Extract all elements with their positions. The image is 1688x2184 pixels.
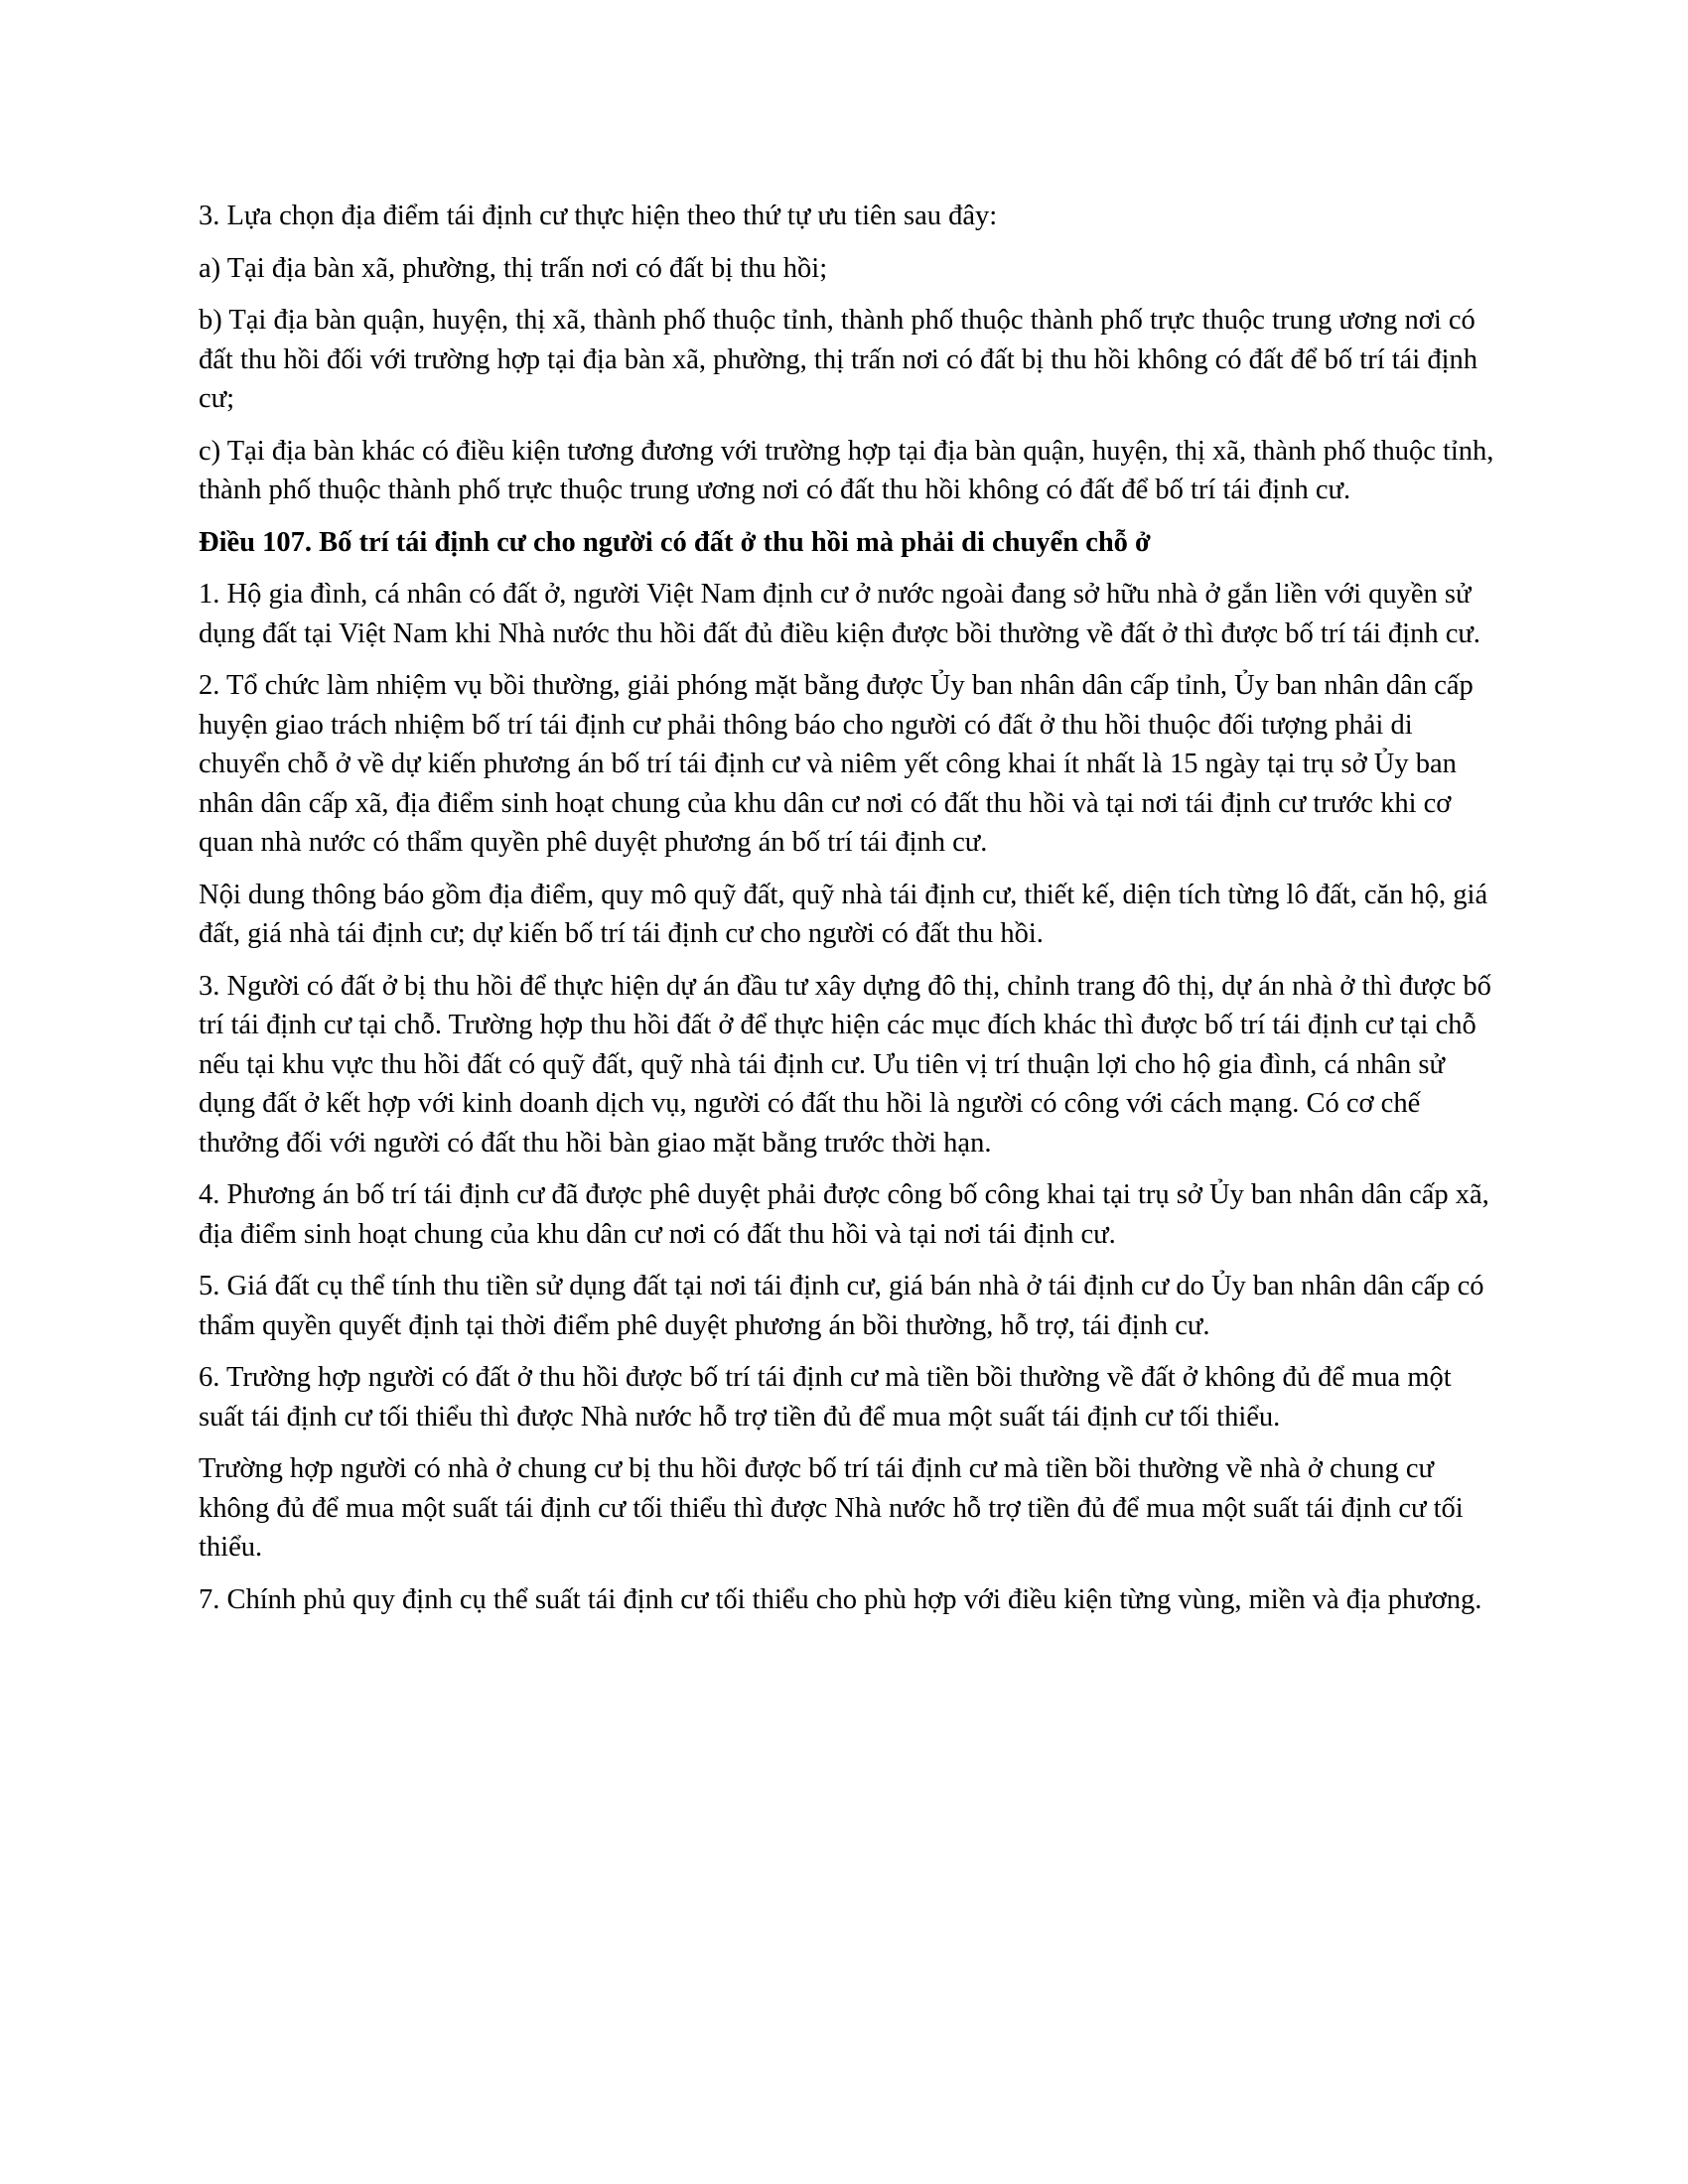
clause-6-apartment: Trường hợp người có nhà ở chung cư bị thu hồi được bố trí tái định cư mà tiền bồi thường về nhà ở chung cư không đủ để mua một suất tái định cư tối thiểu thì được Nhà nước hỗ trợ tiền đủ để mua một suất tái định cư tối thiểu. bbox=[199, 1453, 1464, 1563]
clause-3c: c) Tại địa bàn khác có điều kiện tương đương với trường hợp tại địa bàn quận, huyện, thị xã, thành phố thuộc tỉnh, thành phố thuộc thành phố trực thuộc trung ương nơi có đất thu hồi không có đất để bố trí tái định cư. bbox=[199, 435, 1494, 505]
clause-3: 3. Người có đất ở bị thu hồi để thực hiện dự án đầu tư xây dựng đô thị, chỉnh trang đô thị, dự án nhà ở thì được bố trí tái định cư tại chỗ. Trường hợp thu hồi đất ở để thực hiện các mục đích khác thì được bố trí tái định cư tại chỗ nếu tại khu vực thu hồi đất có quỹ đất, quỹ nhà tái định cư. Ưu tiên vị trí thuận lợi cho hộ gia đình, cá nhân sử dụng đất ở kết hợp với kinh doanh dịch vụ, người có đất thu hồi là người có công với cách mạng. Có cơ chế thưởng đối với người có đất thu hồi bàn giao mặt bằng trước thời hạn. bbox=[199, 970, 1491, 1159]
article-107-heading: Điều 107. Bố trí tái định cư cho người có đất ở thu hồi mà phải di chuyển chỗ ở bbox=[199, 526, 1151, 558]
clause-4: 4. Phương án bố trí tái định cư đã được phê duyệt phải được công bố công khai tại trụ sở Ủy ban nhân dân cấp xã, địa điểm sinh hoạt chung của khu dân cư nơi có đất thu hồi và tại nơi tái định cư. bbox=[199, 1179, 1489, 1250]
clause-6: 6. Trường hợp người có đất ở thu hồi được bố trí tái định cư mà tiền bồi thường về đất ở không đủ để mua một suất tái định cư tối thiểu thì được Nhà nước hỗ trợ tiền đủ để mua một suất tái định cư tối thiểu. bbox=[199, 1362, 1452, 1433]
clause-3-intro: 3. Lựa chọn địa điểm tái định cư thực hiện theo thứ tự ưu tiên sau đây: bbox=[199, 201, 998, 231]
clause-3a: a) Tại địa bàn xã, phường, thị trấn nơi có đất bị thu hồi; bbox=[199, 252, 828, 284]
clause-1: 1. Hộ gia đình, cá nhân có đất ở, người Việt Nam định cư ở nước ngoài đang sở hữu nhà ở gắn liền với quyền sử dụng đất tại Việt Nam khi Nhà nước thu hồi đất đủ điều kiện được bồi thường về đất ở thì được bố trí tái định cư. bbox=[199, 579, 1480, 649]
clause-2-notice-content: Nội dung thông báo gồm địa điểm, quy mô quỹ đất, quỹ nhà tái định cư, thiết kế, diện tích từng lô đất, căn hộ, giá đất, giá nhà tái định cư; dự kiến bố trí tái định cư cho người có đất thu hồi. bbox=[199, 879, 1488, 949]
clause-7: 7. Chính phủ quy định cụ thể suất tái định cư tối thiểu cho phù hợp với điều kiện từng vùng, miền và địa phương. bbox=[199, 1583, 1482, 1615]
clause-3b: b) Tại địa bàn quận, huyện, thị xã, thành phố thuộc tỉnh, thành phố thuộc thành phố trực thuộc trung ương nơi có đất thu hồi đối với trường hợp tại địa bàn xã, phường, thị trấn nơi có đất bị thu hồi không có đất để bố trí tái định cư; bbox=[199, 305, 1478, 414]
clause-2: 2. Tổ chức làm nhiệm vụ bồi thường, giải phóng mặt bằng được Ủy ban nhân dân cấp tỉnh, Ủy ban nhân dân cấp huyện giao trách nhiệm bố trí tái định cư phải thông báo cho người có đất ở thu hồi thuộc đối tượng phải di chuyển chỗ ở về dự kiến phương án bố trí tái định cư và niêm yết công khai ít nhất là 15 ngày tại trụ sở Ủy ban nhân dân cấp xã, địa điểm sinh hoạt chung của khu dân cư nơi có đất thu hồi và tại nơi tái định cư trước khi cơ quan nhà nước có thẩm quyền phê duyệt phương án bố trí tái định cư. bbox=[199, 670, 1474, 858]
clause-5: 5. Giá đất cụ thể tính thu tiền sử dụng đất tại nơi tái định cư, giá bán nhà ở tái định cư do Ủy ban nhân dân cấp có thẩm quyền quyết định tại thời điểm phê duyệt phương án bồi thường, hỗ trợ, tái định cư. bbox=[199, 1271, 1484, 1341]
document-page bbox=[199, 197, 1494, 1632]
